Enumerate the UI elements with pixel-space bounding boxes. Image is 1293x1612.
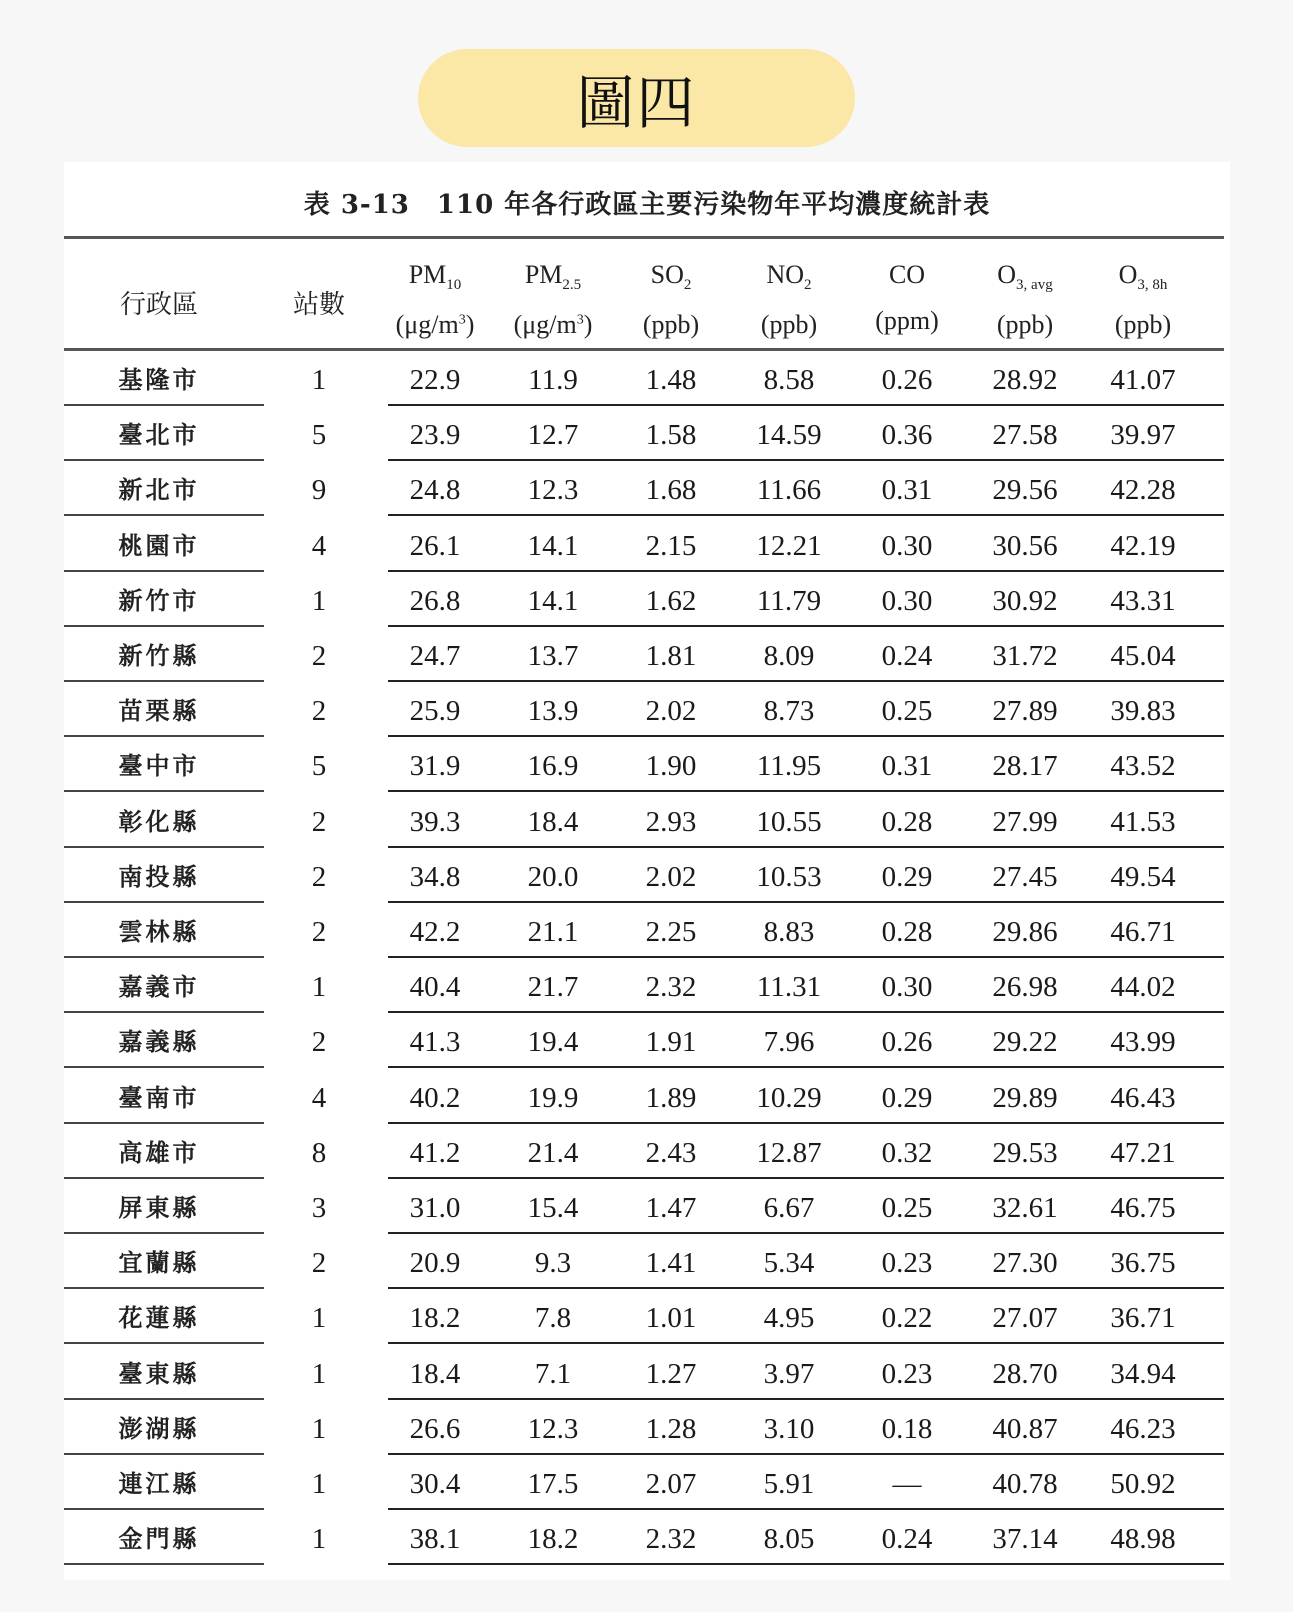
cell-region: 臺東縣 <box>118 1358 200 1388</box>
cell-o3-8h: 50.92 <box>1110 1468 1176 1500</box>
cell-stations: 3 <box>311 1192 327 1224</box>
table-row <box>64 1455 1224 1510</box>
cell-o3-avg: 29.53 <box>992 1136 1058 1169</box>
cell-pm10: 30.4 <box>409 1468 461 1500</box>
cell-pm10: 23.9 <box>409 419 461 452</box>
table-row <box>64 1510 1224 1565</box>
cell-region: 高雄市 <box>118 1137 200 1167</box>
cell-region: 雲林縣 <box>118 917 200 946</box>
cell-co: 0.25 <box>881 1192 933 1224</box>
cell-o3-avg: 27.30 <box>992 1247 1058 1280</box>
cell-o3-8h: 45.04 <box>1110 640 1176 672</box>
table-row <box>64 848 1224 903</box>
table-row <box>64 1069 1224 1124</box>
cell-o3-avg: 29.56 <box>992 474 1058 507</box>
cell-o3-avg: 30.56 <box>992 529 1058 562</box>
cell-no2: 7.96 <box>763 1026 815 1059</box>
cell-co: 0.24 <box>881 640 933 672</box>
row-rule-left <box>64 1563 264 1565</box>
table-caption: 表 3-13 110 年各行政區主要污染物年平均濃度統計表 <box>303 190 991 220</box>
cell-o3-avg: 37.14 <box>992 1523 1058 1556</box>
cell-o3-avg: 27.99 <box>992 805 1058 838</box>
header-pm10: $PM_{10}$ $(\mu g/m^3)$ <box>395 260 475 340</box>
cell-region: 宜蘭縣 <box>118 1248 200 1278</box>
cell-o3-8h: 34.94 <box>1110 1357 1176 1390</box>
cell-o3-avg: 29.22 <box>992 1026 1058 1059</box>
cell-region: 金門縣 <box>118 1524 200 1554</box>
cell-pm10: 40.4 <box>409 971 461 1004</box>
cell-co: 0.29 <box>881 1081 933 1114</box>
cell-region: 新竹市 <box>118 585 200 615</box>
cell-stations: 2 <box>311 695 327 728</box>
cell-no2: 12.21 <box>756 529 822 562</box>
cell-no2: 3.97 <box>763 1357 815 1390</box>
cell-o3-8h: 42.19 <box>1110 529 1176 562</box>
figure-title: 圖四 <box>576 69 697 137</box>
cell-co: 0.26 <box>881 364 933 396</box>
cell-pm10: 31.9 <box>409 750 461 783</box>
cell-co: 0.29 <box>881 860 933 893</box>
cell-o3-avg: 27.45 <box>992 860 1058 893</box>
table-row <box>64 351 1224 406</box>
row-rule-right <box>388 1563 1224 1565</box>
cell-stations: 2 <box>311 916 327 948</box>
cell-o3-avg: 27.58 <box>992 419 1058 452</box>
cell-pm25: 13.9 <box>527 695 579 728</box>
table-row <box>64 461 1224 516</box>
table-row <box>64 1400 1224 1455</box>
cell-region: 嘉義市 <box>118 972 200 1002</box>
cell-co: 0.23 <box>881 1357 933 1390</box>
cell-o3-avg: 30.92 <box>992 584 1058 617</box>
cell-so2: 2.43 <box>645 1136 697 1169</box>
cell-pm25: 12.3 <box>527 474 579 507</box>
cell-pm25: 17.5 <box>527 1468 579 1500</box>
cell-pm25: 21.7 <box>527 971 579 1004</box>
cell-region: 臺北市 <box>118 420 200 450</box>
cell-co: 0.23 <box>881 1247 933 1280</box>
cell-stations: 8 <box>311 1136 327 1169</box>
table-row <box>64 406 1224 461</box>
header-no2: $NO_2$ (ppb) <box>760 260 818 340</box>
header-pm25: $PM_{2.5}$ $(\mu g/m^3)$ <box>513 260 593 340</box>
cell-no2: 11.95 <box>756 750 822 783</box>
cell-stations: 1 <box>311 1302 327 1335</box>
cell-so2: 1.81 <box>645 640 697 672</box>
cell-no2: 12.87 <box>756 1136 822 1169</box>
cell-region: 南投縣 <box>118 861 200 891</box>
cell-no2: 11.66 <box>756 474 822 507</box>
cell-pm25: 9.3 <box>534 1247 572 1280</box>
cell-no2: 8.83 <box>763 916 815 948</box>
header-stations: 站數 <box>292 290 345 319</box>
cell-co: 0.32 <box>881 1136 933 1169</box>
cell-so2: 2.02 <box>645 695 697 728</box>
cell-pm25: 13.7 <box>527 640 579 672</box>
cell-co: 0.28 <box>881 805 933 838</box>
cell-co: 0.26 <box>881 1026 933 1059</box>
cell-pm10: 18.2 <box>409 1302 461 1335</box>
cell-so2: 1.62 <box>645 584 697 617</box>
cell-o3-8h: 42.28 <box>1110 474 1176 507</box>
cell-stations: 1 <box>311 1357 327 1390</box>
cell-stations: 5 <box>311 750 327 783</box>
cell-no2: 8.58 <box>763 364 815 396</box>
cell-co: 0.30 <box>881 529 933 562</box>
cell-stations: 2 <box>311 1247 327 1280</box>
cell-pm25: 15.4 <box>527 1192 579 1224</box>
cell-pm10: 26.8 <box>409 584 461 617</box>
cell-pm25: 7.1 <box>534 1357 572 1390</box>
cell-so2: 1.41 <box>645 1247 697 1280</box>
cell-region: 彰化縣 <box>118 806 200 836</box>
cell-so2: 2.02 <box>645 860 697 893</box>
cell-stations: 1 <box>311 1412 327 1445</box>
cell-o3-8h: 48.98 <box>1110 1523 1176 1556</box>
cell-no2: 14.59 <box>756 419 822 452</box>
cell-o3-8h: 44.02 <box>1110 971 1176 1004</box>
cell-o3-8h: 47.21 <box>1110 1136 1176 1169</box>
table-row <box>64 1345 1224 1400</box>
cell-pm10: 18.4 <box>409 1357 461 1390</box>
cell-no2: 8.73 <box>763 695 815 728</box>
cell-pm10: 39.3 <box>409 805 461 838</box>
cell-co: 0.30 <box>881 584 933 617</box>
cell-pm25: 20.0 <box>527 860 579 893</box>
cell-pm10: 41.3 <box>409 1026 461 1059</box>
cell-stations: 1 <box>311 1523 327 1556</box>
cell-so2: 2.15 <box>645 529 697 562</box>
cell-no2: 5.34 <box>763 1247 815 1280</box>
cell-so2: 1.91 <box>645 1026 697 1059</box>
cell-pm25: 21.4 <box>527 1136 579 1169</box>
cell-o3-avg: 29.89 <box>992 1081 1058 1114</box>
cell-stations: 9 <box>311 474 327 507</box>
table-row <box>64 682 1224 737</box>
cell-co: 0.31 <box>881 474 933 507</box>
cell-pm25: 7.8 <box>534 1302 572 1335</box>
cell-pm25: 18.2 <box>527 1523 579 1556</box>
cell-region: 屏東縣 <box>118 1193 200 1222</box>
cell-o3-avg: 29.86 <box>992 916 1058 948</box>
cell-o3-avg: 28.92 <box>992 364 1058 396</box>
cell-so2: 2.32 <box>645 971 697 1004</box>
cell-co: 0.36 <box>881 419 933 452</box>
header-o3-8h: $O_{3, 8h}$ (ppb) <box>1114 260 1172 340</box>
cell-co: 0.31 <box>881 750 933 783</box>
cell-o3-avg: 26.98 <box>992 971 1058 1004</box>
cell-no2: 3.10 <box>763 1412 815 1445</box>
cell-so2: 1.48 <box>645 364 697 396</box>
table-row <box>64 572 1224 627</box>
cell-o3-8h: 46.75 <box>1110 1192 1176 1224</box>
cell-stations: 4 <box>311 1081 327 1114</box>
cell-co: 0.28 <box>881 916 933 948</box>
cell-stations: 1 <box>311 584 327 617</box>
cell-o3-8h: 36.71 <box>1110 1302 1176 1335</box>
cell-pm25: 12.7 <box>527 419 579 452</box>
cell-pm10: 31.0 <box>409 1192 461 1224</box>
header-so2: $SO_2$ (ppb) <box>642 260 700 340</box>
table-row <box>64 1124 1224 1179</box>
cell-o3-8h: 46.23 <box>1110 1412 1176 1445</box>
cell-so2: 1.27 <box>645 1357 697 1390</box>
header-o3-avg: $O_{3, avg}$ (ppb) <box>996 260 1054 340</box>
cell-o3-avg: 32.61 <box>992 1192 1058 1224</box>
cell-co: 0.30 <box>881 971 933 1004</box>
cell-so2: 2.25 <box>645 916 697 948</box>
cell-o3-8h: 43.52 <box>1110 750 1176 783</box>
cell-o3-8h: 39.97 <box>1110 419 1176 452</box>
cell-o3-avg: 40.87 <box>992 1412 1058 1445</box>
cell-so2: 1.58 <box>645 419 697 452</box>
cell-o3-avg: 40.78 <box>992 1468 1058 1500</box>
cell-co: — <box>892 1468 922 1500</box>
cell-pm10: 34.8 <box>409 860 461 893</box>
header-co: CO (ppm) <box>875 260 939 335</box>
cell-pm10: 25.9 <box>409 695 461 728</box>
cell-no2: 5.91 <box>763 1468 815 1500</box>
cell-so2: 1.68 <box>645 474 697 507</box>
cell-o3-avg: 31.72 <box>992 640 1058 672</box>
cell-o3-avg: 27.89 <box>992 695 1058 728</box>
cell-stations: 2 <box>311 805 327 838</box>
cell-region: 臺中市 <box>118 751 200 781</box>
table-row <box>64 1013 1224 1068</box>
cell-no2: 6.67 <box>763 1192 815 1224</box>
cell-no2: 11.79 <box>756 584 822 617</box>
cell-stations: 2 <box>311 860 327 893</box>
table-row <box>64 517 1224 572</box>
cell-stations: 5 <box>311 419 327 452</box>
cell-o3-avg: 28.17 <box>992 750 1058 783</box>
cell-pm25: 16.9 <box>527 750 579 783</box>
cell-stations: 1 <box>311 1468 327 1500</box>
table-row <box>64 737 1224 792</box>
header-region: 行政區 <box>119 290 198 319</box>
cell-no2: 10.29 <box>756 1081 822 1114</box>
cell-so2: 1.47 <box>645 1192 697 1224</box>
cell-pm10: 26.6 <box>409 1412 461 1445</box>
cell-o3-8h: 41.53 <box>1110 805 1176 838</box>
cell-so2: 2.07 <box>645 1468 697 1500</box>
cell-so2: 2.32 <box>645 1523 697 1556</box>
cell-so2: 1.28 <box>645 1412 697 1445</box>
cell-pm10: 40.2 <box>409 1081 461 1114</box>
cell-o3-avg: 27.07 <box>992 1302 1058 1335</box>
cell-pm25: 11.9 <box>528 364 578 396</box>
cell-stations: 1 <box>311 971 327 1004</box>
cell-so2: 1.90 <box>645 750 697 783</box>
cell-region: 澎湖縣 <box>118 1413 200 1443</box>
cell-so2: 1.89 <box>645 1081 697 1114</box>
cell-stations: 1 <box>311 364 327 396</box>
cell-o3-avg: 28.70 <box>992 1357 1058 1390</box>
cell-so2: 1.01 <box>645 1302 697 1335</box>
cell-pm10: 20.9 <box>409 1247 461 1280</box>
cell-pm10: 42.2 <box>409 916 461 948</box>
cell-co: 0.24 <box>881 1523 933 1556</box>
cell-pm10: 41.2 <box>409 1136 461 1169</box>
table-row <box>64 627 1224 682</box>
cell-pm10: 22.9 <box>409 364 461 396</box>
cell-pm10: 24.7 <box>409 640 461 672</box>
table-row <box>64 1289 1224 1344</box>
cell-o3-8h: 46.71 <box>1110 916 1176 948</box>
cell-so2: 2.93 <box>645 805 697 838</box>
cell-region: 連江縣 <box>118 1469 200 1498</box>
cell-region: 桃園市 <box>118 530 200 560</box>
cell-o3-8h: 36.75 <box>1110 1247 1176 1280</box>
table-row <box>64 1234 1224 1289</box>
figure-title-badge <box>418 49 855 147</box>
cell-o3-8h: 39.83 <box>1110 695 1176 728</box>
table-row <box>64 903 1224 958</box>
cell-o3-8h: 41.07 <box>1110 364 1176 396</box>
cell-pm25: 18.4 <box>527 805 579 838</box>
table-row <box>64 793 1224 848</box>
cell-region: 嘉義縣 <box>118 1027 200 1057</box>
cell-region: 基隆市 <box>118 365 200 394</box>
cell-pm10: 38.1 <box>409 1523 461 1556</box>
cell-pm25: 12.3 <box>527 1412 579 1445</box>
cell-region: 苗栗縣 <box>118 696 200 726</box>
table-document <box>64 162 1230 1580</box>
cell-pm25: 14.1 <box>527 584 579 617</box>
cell-no2: 10.55 <box>756 805 822 838</box>
cell-o3-8h: 43.99 <box>1110 1026 1176 1059</box>
cell-o3-8h: 46.43 <box>1110 1081 1176 1114</box>
cell-no2: 11.31 <box>756 971 822 1004</box>
cell-no2: 4.95 <box>763 1302 815 1335</box>
cell-stations: 4 <box>311 529 327 562</box>
cell-pm10: 24.8 <box>409 474 461 507</box>
cell-no2: 8.05 <box>763 1523 815 1556</box>
cell-stations: 2 <box>311 640 327 672</box>
cell-pm10: 26.1 <box>409 529 461 562</box>
table-top-rule <box>64 236 1224 239</box>
cell-region: 新北市 <box>118 475 200 505</box>
cell-o3-8h: 43.31 <box>1110 584 1176 617</box>
cell-pm25: 14.1 <box>527 529 579 562</box>
cell-stations: 2 <box>311 1026 327 1059</box>
cell-region: 新竹縣 <box>118 641 200 670</box>
cell-region: 臺南市 <box>118 1082 200 1112</box>
cell-co: 0.18 <box>881 1412 933 1445</box>
cell-no2: 10.53 <box>756 860 822 893</box>
cell-co: 0.25 <box>881 695 933 728</box>
cell-o3-8h: 49.54 <box>1110 860 1176 893</box>
cell-pm25: 19.9 <box>527 1081 579 1114</box>
cell-pm25: 19.4 <box>527 1026 579 1059</box>
table-row <box>64 1179 1224 1234</box>
table-row <box>64 958 1224 1013</box>
cell-pm25: 21.1 <box>527 916 579 948</box>
cell-no2: 8.09 <box>763 640 815 672</box>
cell-region: 花蓮縣 <box>118 1303 200 1333</box>
cell-co: 0.22 <box>881 1302 933 1335</box>
